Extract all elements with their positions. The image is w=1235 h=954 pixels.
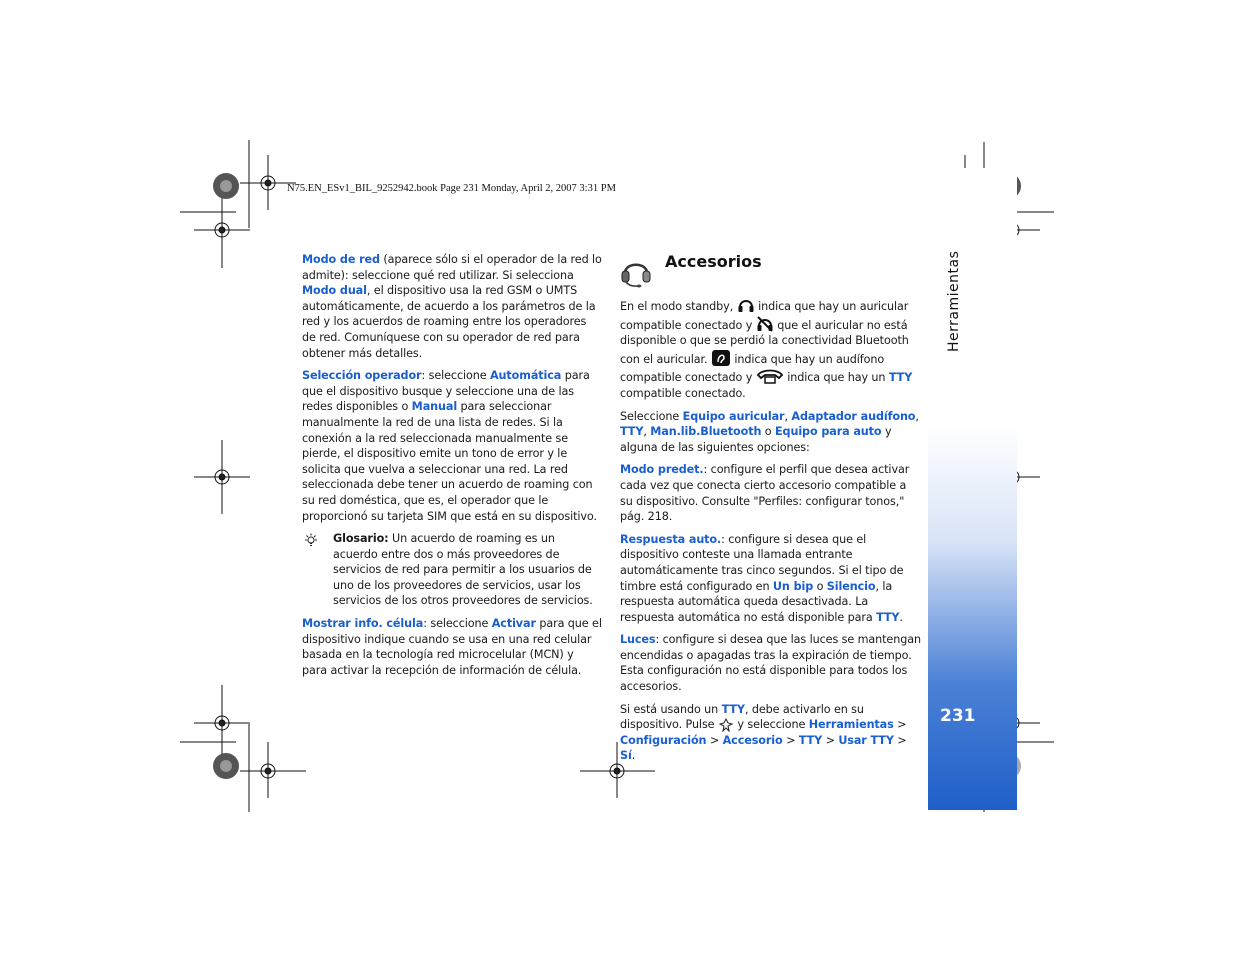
right-column [620,296,922,771]
paragraph-operator-selection: Selección operador: seleccione Automática para que el dispositivo busque y seleccione una de las redes disponibles o Manual para seleccionar manualmente la red de una lista de redes. Si la conexión a la red seleccionada manualmente se pierde, el dispositivo emite un tono de error y le solicita que vuelva a seleccionar una red. La red seleccionada debe tener un acuerdo de roaming con su red doméstica, que es, el operador que le proporcionó su tarjeta SIM que está en su dispositivo. [302,369,597,523]
paragraph-select-accessory: Seleccione Equipo auricular, Adaptador audífono, TTY, Man.lib.Bluetooth o Equipo para auto y alguna de las siguientes opciones: [620,409,919,454]
paragraph-lights: Luces: configure si desea que las luces se mantengan encendidas o apagadas tras la expiración de tiempo. Esta configuración no está disponible para todos los accesorios. [620,633,921,694]
paragraph-standby-icons: En el modo standby, indica que hay un auricular compatible conectado y que el auricular no está disponible o que se perdió la conectividad Bluetooth con el auricular. indica que hay un audífono compatible conectado y indica que hay un TTY compatible conectado. [620,296,922,402]
paragraph-auto-answer: Respuesta auto.: configure si desea que el dispositivo conteste una llamada entrante automáticamente tras cinco segundos. Si el tipo de timbre está configurado en Un bip o Silencio, la respuesta automática queda desactivada. La respuesta automática no está disponible para TTY. [620,532,904,624]
paragraph-cell-info: Mostrar info. célula: seleccione Activar para que el dispositivo indique cuando se usa en una red celular basada en la tecnología red microcelular (MCN) y para activar la recepción de información de célula. [302,617,602,677]
page-number: 231 [940,706,976,726]
paragraph-default-mode: Modo predet.: configure el perfil que desea activar cada vez que conecta cierto accesorio compatible a su dispositivo. Consulte "Perfiles: configurar tonos," pág. 218. [620,463,910,524]
section-title: Accesorios [665,252,762,271]
lightbulb-icon [304,533,318,547]
menu-key-icon [718,718,734,732]
headphones-icon [737,296,755,314]
section-label: Herramientas [946,250,962,352]
paragraph-tty-usage: Si está usando un TTY, debe activarlo en su dispositivo. Pulse y seleccione Herramientas > Configuración > Accesorio > TTY > Usar TTY > Sí. [620,702,907,763]
hearing-aid-icon [711,349,731,367]
print-header: N75.EN_ESv1_BIL_9252942.book Page 231 Monday, April 2, 2007 3:31 PM [287,183,616,194]
glossary-tip: Glosario: Un acuerdo de roaming es un acuerdo entre dos o más proveedores de servicios de red para permitir a los usuarios de uno de los proveedores de servicios, usar los servicios de los otros proveedores de servicios. [302,531,602,609]
headphones-off-icon [756,315,774,333]
left-column [302,252,602,685]
tty-icon [756,367,784,385]
headset-icon [618,253,654,289]
paragraph-network-mode: Modo de red (aparece sólo si el operador de la red lo admite): seleccione qué red utilizar. Si selecciona Modo dual, el dispositivo usa la red GSM o UMTS automáticamente, de acuerdo a los parámetros de la red y los acuerdos de roaming entre los operadores de red. Comuníquese con su operador de red para obtener más detalles. [302,253,602,360]
